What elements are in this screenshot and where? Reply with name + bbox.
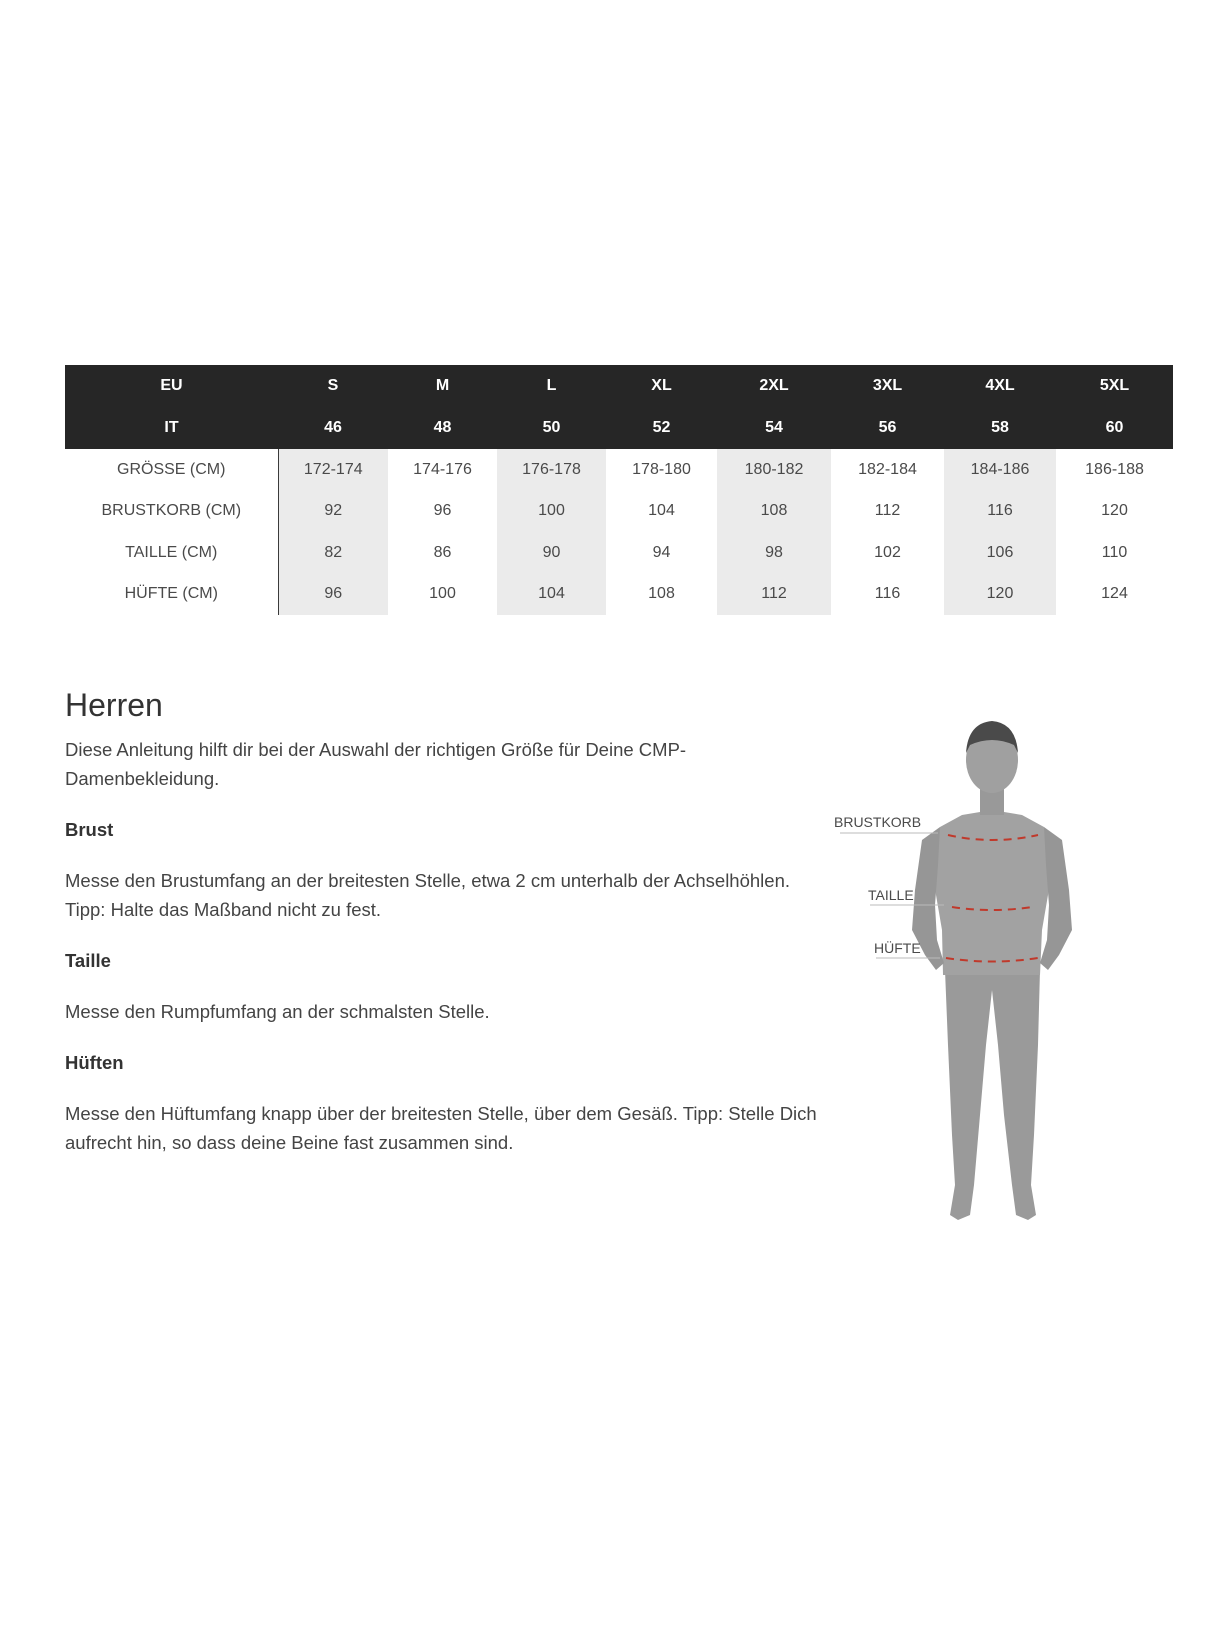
table-cell: 182-184 bbox=[858, 460, 917, 478]
table-cell: 94 bbox=[652, 543, 671, 561]
table-cell: 120 bbox=[944, 574, 1056, 616]
figure-label-chest: BRUSTKORB bbox=[834, 814, 922, 830]
row-label-huefte: HÜFTE (CM) bbox=[65, 574, 278, 616]
figure-label-hip: HÜFTE bbox=[874, 940, 921, 956]
section-heading-taille: Taille bbox=[65, 950, 111, 971]
table-cell: 108 bbox=[648, 585, 675, 603]
table-cell: 82 bbox=[278, 532, 388, 574]
section-heading-hueften: Hüften bbox=[65, 1052, 124, 1073]
header-label-it: IT bbox=[65, 407, 278, 449]
size-eu: L bbox=[497, 365, 606, 407]
header-row-eu bbox=[65, 365, 1173, 407]
header-label-eu: EU bbox=[65, 365, 278, 407]
male-silhouette-illustration bbox=[840, 715, 1140, 1275]
table-cell: 98 bbox=[717, 532, 831, 574]
guide-intro: Diese Anleitung hilft dir bei der Auswahl der richtigen Größe für Deine CMP-Damenbekleidung. bbox=[65, 739, 687, 789]
size-eu: 2XL bbox=[717, 365, 831, 407]
table-row-groesse bbox=[65, 449, 1173, 491]
table-cell: 110 bbox=[1101, 543, 1128, 561]
table-cell: 106 bbox=[944, 532, 1056, 574]
table-cell: 112 bbox=[874, 502, 901, 520]
table-cell: 178-180 bbox=[632, 460, 691, 478]
body-measurement-figure bbox=[834, 715, 1140, 1275]
section-heading-brust: Brust bbox=[65, 819, 114, 840]
section-text-hueften: Messe den Hüftumfang knapp über der breitesten Stelle, über dem Gesäß. Tipp: Stelle Dich aufrecht hin, so dass deine Beine fast zusammen sind. bbox=[65, 1103, 817, 1153]
size-eu: 5XL bbox=[1056, 365, 1173, 407]
table-cell: 104 bbox=[648, 502, 675, 520]
table-row-huefte bbox=[65, 574, 1173, 616]
table-row-brustkorb bbox=[65, 491, 1173, 533]
row-label-taille: TAILLE (CM) bbox=[65, 532, 278, 574]
measurement-guide bbox=[65, 683, 825, 1157]
size-it: 58 bbox=[944, 407, 1056, 449]
table-cell: 180-182 bbox=[717, 449, 831, 491]
table-cell: 100 bbox=[497, 491, 606, 533]
size-it: 60 bbox=[1056, 407, 1173, 449]
row-label-groesse: GRÖSSE (CM) bbox=[65, 449, 278, 491]
table-cell: 86 bbox=[433, 543, 452, 561]
table-row-taille bbox=[65, 532, 1173, 574]
table-cell: 108 bbox=[717, 491, 831, 533]
table-cell: 116 bbox=[874, 585, 901, 603]
table-cell: 90 bbox=[497, 532, 606, 574]
table-cell: 172-174 bbox=[278, 449, 388, 491]
table-cell: 112 bbox=[717, 574, 831, 616]
table-cell: 96 bbox=[278, 574, 388, 616]
size-it: 46 bbox=[278, 407, 388, 449]
size-it: 50 bbox=[497, 407, 606, 449]
table-cell: 120 bbox=[1101, 502, 1128, 520]
silhouette-legs bbox=[945, 970, 1040, 1220]
size-it: 52 bbox=[606, 407, 717, 449]
size-it: 54 bbox=[717, 407, 831, 449]
header-row-it bbox=[65, 407, 1173, 449]
size-table bbox=[65, 365, 1174, 615]
section-text-brust: Messe den Brustumfang an der breitesten Stelle, etwa 2 cm unterhalb der Achselhöhlen. Tipp: Halte das Maßband nicht zu fest. bbox=[65, 870, 791, 920]
row-label-brustkorb: BRUSTKORB (CM) bbox=[65, 491, 278, 533]
table-cell: 92 bbox=[278, 491, 388, 533]
table-cell: 104 bbox=[497, 574, 606, 616]
size-eu: XL bbox=[606, 365, 717, 407]
table-cell: 102 bbox=[874, 543, 901, 561]
size-eu: S bbox=[278, 365, 388, 407]
size-eu: 4XL bbox=[944, 365, 1056, 407]
table-cell: 124 bbox=[1101, 585, 1128, 603]
table-cell: 184-186 bbox=[944, 449, 1056, 491]
table-cell: 100 bbox=[429, 585, 456, 603]
section-text-taille: Messe den Rumpfumfang an der schmalsten Stelle. bbox=[65, 1001, 490, 1022]
size-table-body bbox=[65, 449, 1173, 615]
guide-title: Herren bbox=[65, 687, 163, 723]
size-eu: 3XL bbox=[831, 365, 944, 407]
figure-label-waist: TAILLE bbox=[868, 887, 914, 903]
size-table-header bbox=[65, 365, 1173, 449]
table-cell: 186-188 bbox=[1085, 460, 1144, 478]
size-eu: M bbox=[388, 365, 497, 407]
size-it: 48 bbox=[388, 407, 497, 449]
table-cell: 116 bbox=[944, 491, 1056, 533]
table-cell: 96 bbox=[433, 502, 452, 520]
size-it: 56 bbox=[831, 407, 944, 449]
table-cell: 176-178 bbox=[497, 449, 606, 491]
table-cell: 174-176 bbox=[413, 460, 472, 478]
